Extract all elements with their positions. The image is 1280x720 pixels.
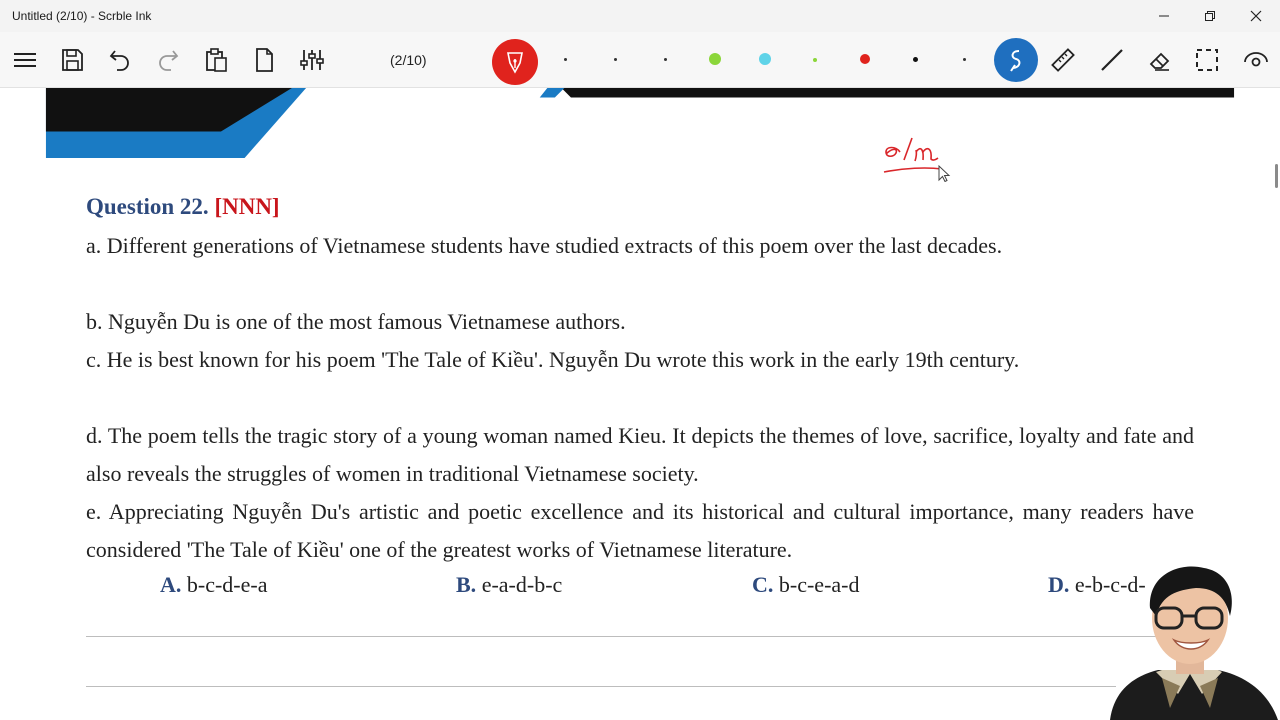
- close-icon: [1250, 10, 1262, 22]
- restore-icon: [1204, 10, 1216, 22]
- undo-button[interactable]: [100, 40, 140, 80]
- statement-e: e. Appreciating Nguyễn Du's artistic and poetic excellence and its historical and cultural importance, many readers have considered 'The Tale of Kiều' one of the greatest works of Vietnamese literature.: [86, 499, 1194, 562]
- question-heading: [86, 194, 280, 220]
- question-label: Question 22.: [86, 194, 209, 219]
- ruler-button[interactable]: [1043, 40, 1083, 80]
- red-pen-button[interactable]: [492, 39, 538, 85]
- window-title: Untitled (2/10) - Scrble Ink: [12, 9, 152, 23]
- line-tool-button[interactable]: [1092, 40, 1132, 80]
- pen-color-dot[interactable]: [614, 58, 617, 61]
- statement-c: c. He is best known for his poem 'The Tale of Kiều'. Nguyễn Du wrote this work in the early 19th century.: [86, 347, 1020, 372]
- line-icon: [1099, 47, 1125, 73]
- option-letter: C.: [752, 572, 774, 597]
- paste-icon: [203, 47, 229, 73]
- new-page-button[interactable]: [244, 40, 284, 80]
- redo-icon: [155, 47, 181, 73]
- eraser-button[interactable]: [1140, 40, 1180, 80]
- smart-pen-button[interactable]: [994, 38, 1038, 82]
- green-pen-dot[interactable]: [709, 53, 721, 65]
- restore-button[interactable]: [1187, 0, 1233, 32]
- statement-b: b. Nguyễn Du is one of the most famous Vietnamese authors.: [86, 309, 626, 334]
- option-letter: D.: [1048, 572, 1070, 597]
- statement-d: d. The poem tells the tragic story of a young woman named Kieu. It depicts the themes of love, sacrifice, loyalty and fate and also reveals the struggles of women in traditional Vietnamese society.: [86, 423, 1194, 486]
- view-button[interactable]: [1236, 40, 1276, 80]
- option-text: e-a-d-b-c: [481, 572, 563, 597]
- minimize-button[interactable]: [1141, 0, 1187, 32]
- undo-icon: [107, 47, 133, 73]
- answer-option-c: [752, 572, 860, 598]
- answer-option-b: [456, 572, 562, 598]
- close-button[interactable]: [1233, 0, 1279, 32]
- option-text: e-b-c-d-: [1074, 572, 1146, 597]
- page-header-banner: [12, 88, 1268, 158]
- title-bar: [0, 0, 1280, 32]
- option-letter: B.: [456, 572, 477, 597]
- question-tag: [NNN]: [214, 194, 280, 219]
- save-button[interactable]: [52, 40, 92, 80]
- answer-line: [86, 636, 1156, 637]
- statement-a: a. Different generations of Vietnamese students have studied extracts of this poem over the last decades.: [86, 233, 1003, 258]
- ruler-icon: [1050, 47, 1076, 73]
- pen-icon: [503, 50, 527, 74]
- paste-button[interactable]: [196, 40, 236, 80]
- settings-sliders-icon: [299, 47, 325, 73]
- answer-line: [86, 686, 1116, 687]
- option-letter: A.: [160, 572, 182, 597]
- select-button[interactable]: [1187, 40, 1227, 80]
- page-indicator: (2/10): [390, 52, 427, 68]
- handwritten-annotation: [878, 126, 958, 182]
- pen-color-dot[interactable]: [963, 58, 966, 61]
- toolbar: [0, 32, 1280, 88]
- option-text: b-c-e-a-d: [778, 572, 860, 597]
- smart-pen-icon: [1003, 47, 1029, 73]
- presenter-webcam-avatar: [1100, 558, 1280, 720]
- green-small-pen-dot[interactable]: [813, 58, 817, 62]
- cyan-pen-dot[interactable]: [759, 53, 771, 65]
- answer-option-a: [160, 572, 268, 598]
- eraser-icon: [1147, 47, 1173, 73]
- scrollbar-thumb[interactable]: [1275, 164, 1278, 188]
- red-pen-dot[interactable]: [860, 54, 870, 64]
- black-pen-dot[interactable]: [913, 57, 918, 62]
- save-icon: [59, 47, 85, 73]
- option-text: b-c-d-e-a: [186, 572, 268, 597]
- select-icon: [1194, 47, 1220, 73]
- page-icon: [251, 47, 277, 73]
- menu-icon: [12, 47, 38, 73]
- minimize-icon: [1158, 10, 1170, 22]
- pen-color-dot[interactable]: [664, 58, 667, 61]
- document-canvas[interactable]: [0, 88, 1280, 720]
- pen-color-dot[interactable]: [564, 58, 567, 61]
- settings-button[interactable]: [292, 40, 332, 80]
- redo-button[interactable]: [148, 40, 188, 80]
- menu-button[interactable]: [5, 40, 45, 80]
- view-icon: [1243, 47, 1269, 73]
